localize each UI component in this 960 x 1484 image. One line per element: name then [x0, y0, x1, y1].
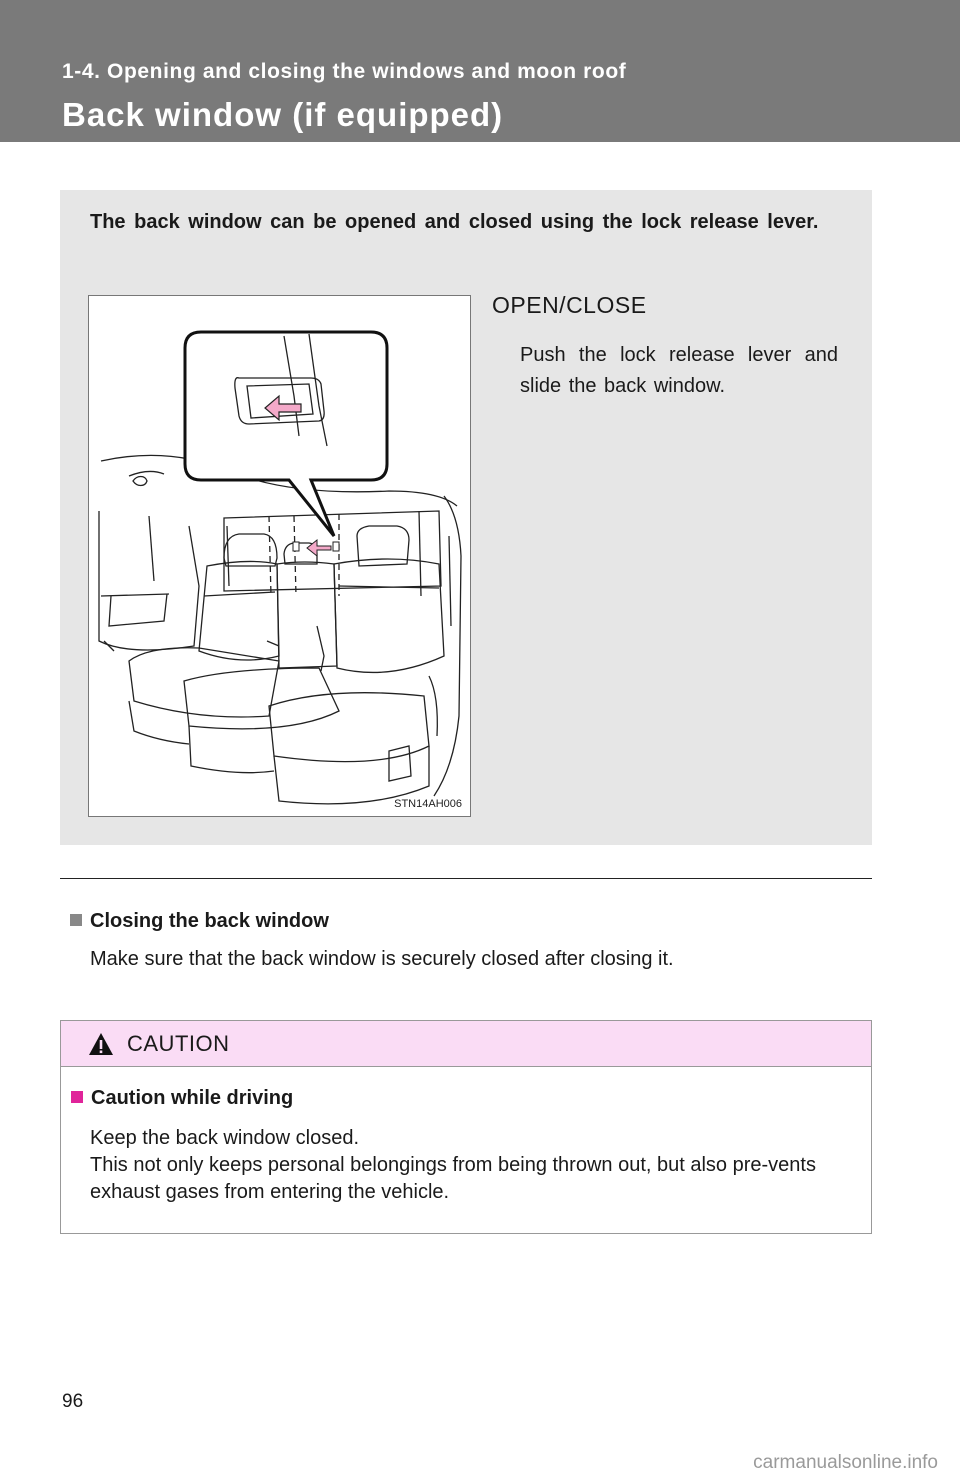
section-divider — [60, 878, 872, 879]
page-number: 96 — [62, 1391, 84, 1412]
rear-seat-drawing — [89, 296, 470, 816]
square-bullet-icon — [71, 1091, 83, 1103]
square-bullet-icon — [70, 914, 82, 926]
note-body: Make sure that the back window is securely closed after closing it. — [90, 948, 674, 970]
page-title: Back window (if equipped) — [62, 96, 504, 133]
small-arrow-icon — [307, 540, 331, 556]
watermark: carmanualsonline.info — [753, 1452, 938, 1473]
open-close-description: Push the lock release lever and slide the back window. — [520, 344, 838, 397]
warning-triangle-icon — [88, 1032, 114, 1056]
caution-heading — [71, 1087, 293, 1110]
caution-line-1: Keep the back window closed. — [90, 1127, 360, 1149]
seat-illustration — [88, 295, 471, 817]
intro-box — [60, 190, 872, 845]
caution-title: CAUTION — [127, 1031, 230, 1056]
caution-box — [60, 1020, 872, 1234]
section-title: 1-4. Opening and closing the windows and moon roof — [62, 60, 627, 83]
note-heading-text: Closing the back window — [90, 910, 329, 932]
caution-heading-text: Caution while driving — [91, 1087, 294, 1109]
caution-body — [90, 1125, 870, 1206]
page-header — [0, 0, 960, 142]
caution-header — [61, 1021, 871, 1067]
intro-text: The back window can be opened and closed using the lock release lever. — [90, 211, 819, 233]
open-close-label: OPEN/CLOSE — [492, 292, 647, 318]
note-heading — [70, 910, 329, 933]
figure-code: STN14AH006 — [394, 798, 462, 810]
caution-line-2: This not only keeps personal belongings from being thrown out, but also pre-vents exhaust gases from entering the vehicle. — [90, 1154, 816, 1203]
